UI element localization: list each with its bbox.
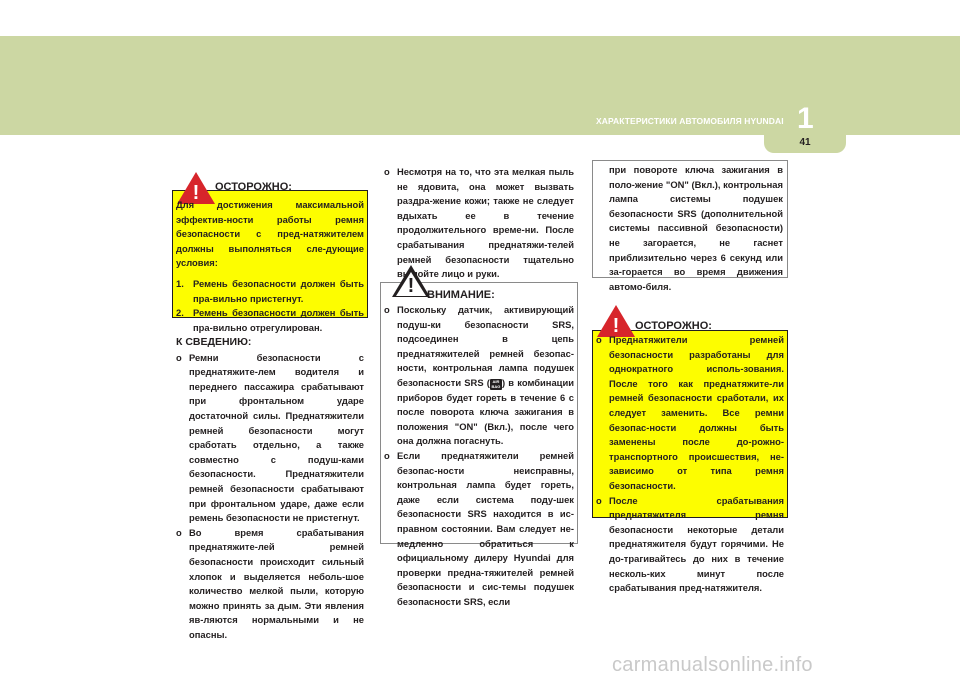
exclamation-icon: ! xyxy=(407,275,415,297)
warning-title-2: ОСТОРОЖНО: xyxy=(635,320,712,332)
airbag-warning-icon: AIR BAG xyxy=(491,378,501,389)
exclamation-icon: ! xyxy=(612,315,620,337)
warning-body-1 xyxy=(176,198,364,335)
caution-continuation: при повороте ключа зажигания в поло-жение "ON" (Вкл.), контрольная лампа системы подушек безопасности SRS (дополнительной системы пассивной безопасности) не загорается, не гаснет приблизительно через 6 секунд или за-горается во время движения автомо-биля. xyxy=(609,164,783,292)
page-number: 41 xyxy=(799,137,811,148)
warning-body-2 xyxy=(596,333,784,596)
notice-section xyxy=(176,335,364,642)
chapter-title: ХАРАКТЕРИСТИКИ АВТОМОБИЛЯ HYUNDAI xyxy=(596,116,784,126)
header-bar xyxy=(0,36,960,135)
warning-item-1: 1. Ремень безопасности должен быть пра-вильно пристегнут. xyxy=(176,277,364,304)
caution-title: ВНИМАНИЕ: xyxy=(427,289,495,301)
header-band xyxy=(0,0,960,135)
watermark: carmanualsonline.info xyxy=(612,654,813,676)
caution-body xyxy=(384,303,574,609)
exclamation-icon: ! xyxy=(192,182,200,204)
page-tab xyxy=(764,135,846,153)
warning-title-1: ОСТОРОЖНО: xyxy=(215,181,292,193)
column2-item: o Несмотря на то, что эта мелкая пыль не ядовита, она может вызвать раздра-жение кожи; также не следует вдыхать ее в течение продолжительного време-ни. После срабатывания преднатяжи-телей ремней безопасности тщательно вымойте лицо и руки. xyxy=(384,166,574,280)
warning-intro: Для достижения максимальной эффектив-ности работы ремня безопасности с пред-натяжителем должны выполняться сле-дующие условия: xyxy=(176,199,364,269)
notice-item-2: o Во время срабатывания преднатяжите-лей ремней безопасности происходит сильный хлопок и выделяется неболь-шое количество мелкой пыли, которую можно принять за дым. Эти явления яв-ляются нормальными и не опасны. xyxy=(176,526,364,640)
caution-item-2: o Если преднатяжители ремней безопас-ности неисправны, контрольная лампа будет гореть, даже если система поду-шек безопасности SRS находится в ис-правном состоянии. Вам следует не-медленно обратиться к официальному дилеру Hyundai для проверки предна-тяжителей ремней безопасности и сис-темы подушек безопасности SRS, если xyxy=(384,449,574,607)
warning-item-2: 2. Ремень безопасности должен быть пра-вильно отрегулирован. xyxy=(176,307,364,333)
chapter-number: 1 xyxy=(797,102,814,135)
warning2-item-1: o Преднатяжители ремней безопасности разработаны для однократного исполь-зования. После того как преднатяжите-ли ремней безопасности сработали, их следует заменить. Все ремни безопас-ности должны быть заменены после до-рожно-транспортного происшествия, не-зависимо от типа ремня безопасности. xyxy=(596,334,784,491)
notice-item-1: o Ремни безопасности с преднатяжите-лем водителя и переднего пассажира срабатывают при фронтальном ударе достаточной силы. Преднатяжители ремней безопасности могут сработать отдельно, а также совместно с подуш-ками безопасности. Преднатяжители ремней безопасности срабатывают при фронтальном ударе, даже если ремень безопасности не пристегнут. xyxy=(176,351,364,524)
notice-heading: К СВЕДЕНИЮ: xyxy=(176,336,252,348)
caution-item-1: o Поскольку датчик, активирующий подуш-ки безопасности SRS, подсоединен в цепь преднатяжителей ремней безопас-ности, контрольная лампа подушек безопасности SRS ( AIR BAG ) в комбинации приборов будет гореть в течение 6 с после поворота ключа зажигания в положения "ON" (Вкл.), после чего она должна погаснуть. xyxy=(384,304,574,447)
warning2-item-2: o После срабатывания преднатяжителя ремня безопасности некоторые детали преднатяжителя будут горячими. Не до-трагивайтесь до них в течение несколь-ких минут после срабатывания пред-натяжителя. xyxy=(596,494,784,594)
